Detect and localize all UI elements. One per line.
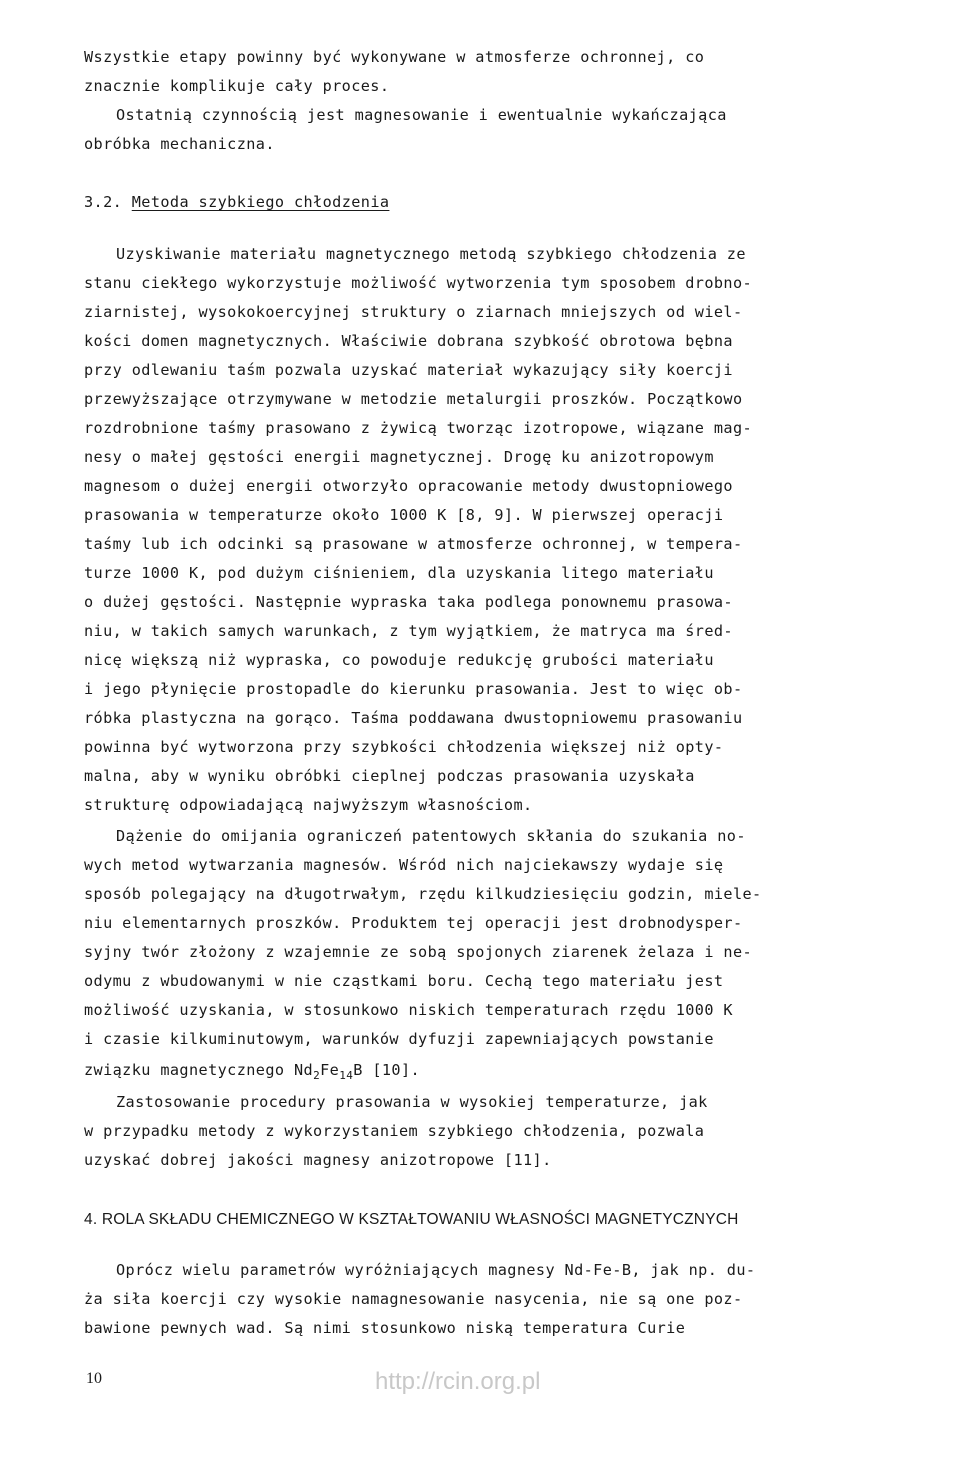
text-line: ziarnistej, wysokokoercyjnej struktury o ziarnach mniejszych od wiel- (84, 303, 743, 321)
text-line: malna, aby w wyniku obróbki cieplnej podczas prasowania uzyskała (84, 767, 695, 785)
text-line: wych metod wytwarzania magnesów. Wśród nich najciekawszy wydaje się (84, 856, 724, 874)
text-line: powinna być wytworzona przy szybkości chłodzenia większej niż opty- (84, 738, 724, 756)
text-line: odymu z wbudowanymi w nie cząstkami boru. Cechą tego materiału jest (84, 972, 724, 990)
text-line: bawione pewnych wad. Są nimi stosunkowo niską temperatura Curie (84, 1319, 686, 1337)
text-line: nicę większą niż wypraska, co powoduje redukcję grubości materiału (84, 651, 714, 669)
text-line: stanu ciekłego wykorzystuje możliwość wytworzenia tym sposobem drobno- (84, 274, 753, 292)
text-line: możliwość uzyskania, w stosunkowo niskich temperaturach rzędu 1000 K (84, 1001, 733, 1019)
text-line: uzyskać dobrej jakości magnesy anizotropowe [11]. (84, 1151, 552, 1169)
section-heading-4: 4. ROLA SKŁADU CHEMICZNEGO W KSZTAŁTOWANIU WŁASNOŚCI MAGNETYCZNYCH (84, 1211, 739, 1228)
text-line: magnesom o dużej energii otworzyło opracowanie metody dwustopniowego (84, 477, 733, 495)
text-line: niu elementarnych proszków. Produktem tej operacji jest drobnodysper- (84, 914, 743, 932)
formula-subscript: 2 (313, 1069, 321, 1082)
text-line: taśmy lub ich odcinki są prasowane w atmosferze ochronnej, w tempera- (84, 535, 743, 553)
formula-element: Fe (320, 1061, 340, 1079)
text-line: obróbka mechaniczna. (84, 135, 275, 153)
text-line: przewyższające otrzymywane w metodzie metalurgii proszków. Początkowo (84, 390, 743, 408)
formula-prefix: związku magnetycznego Nd (84, 1061, 314, 1079)
text-line: w przypadku metody z wykorzystaniem szybkiego chłodzenia, pozwala (84, 1122, 705, 1140)
text-line: ża siła koercji czy wysokie namagnesowanie nasycenia, nie są one poz- (84, 1290, 743, 1308)
text-line: i jego płynięcie prostopadle do kierunku prasowania. Jest to więc ob- (84, 680, 743, 698)
text-line: i czasie kilkuminutowym, warunków dyfuzji zapewniających powstanie (84, 1030, 714, 1048)
text-line-formula (84, 1056, 924, 1085)
text-line: Oprócz wielu parametrów wyróżniających magnesy Nd-Fe-B, jak np. du- (116, 1261, 756, 1279)
text-line: sposób polegający na długotrwałym, rzędu kilkudziesięciu godzin, miele- (84, 885, 762, 903)
formula-suffix: B [10]. (353, 1061, 421, 1079)
text-line: niu, w takich samych warunkach, z tym wyjątkiem, że matryca ma śred- (84, 622, 733, 640)
text-line: prasowania w temperaturze około 1000 K [8, 9]. W pierwszej operacji (84, 506, 724, 524)
section-title: Metoda szybkiego chłodzenia (131, 193, 390, 211)
section-heading-3-2 (84, 188, 389, 217)
text-line: turze 1000 K, pod dużym ciśnieniem, dla uzyskania litego materiału (84, 564, 714, 582)
formula-subscript: 14 (339, 1069, 354, 1082)
text-line: o dużej gęstości. Następnie wypraska taka podlega ponownemu prasowa- (84, 593, 733, 611)
text-line: kości domen magnetycznych. Właściwie dobrana szybkość obrotowa bębna (84, 332, 733, 350)
text-line: syjny twór złożony z wzajemnie ze sobą spojonych ziarenek żelaza i ne- (84, 943, 753, 961)
text-line: róbka plastyczna na gorąco. Taśma poddawana dwustopniowemu prasowaniu (84, 709, 743, 727)
text-line: nesy o małej gęstości energii magnetycznej. Drogę ku anizotropowym (84, 448, 714, 466)
section-number: 3.2. (84, 193, 123, 211)
text-line: strukturę odpowiadającą najwyższym własnościom. (84, 796, 533, 814)
text-line: znacznie komplikuje cały proces. (84, 77, 390, 95)
text-line: przy odlewaniu taśm pozwala uzyskać materiał wykazujący siły koercji (84, 361, 733, 379)
text-line: rozdrobnione taśmy prasowano z żywicą tworząc izotropowe, wiązane mag- (84, 419, 753, 437)
page-number: 10 (86, 1370, 102, 1387)
text-line: Uzyskiwanie materiału magnetycznego metodą szybkiego chłodzenia ze (116, 245, 746, 263)
text-line: Zastosowanie procedury prasowania w wysokiej temperaturze, jak (116, 1093, 708, 1111)
footer-url-watermark[interactable]: http://rcin.org.pl (375, 1368, 541, 1395)
text-line: Dążenie do omijania ograniczeń patentowych skłania do szukania no- (116, 827, 746, 845)
text-line: Ostatnią czynnością jest magnesowanie i ewentualnie wykańczająca (116, 106, 727, 124)
text-line: Wszystkie etapy powinny być wykonywane w atmosferze ochronnej, co (84, 48, 705, 66)
